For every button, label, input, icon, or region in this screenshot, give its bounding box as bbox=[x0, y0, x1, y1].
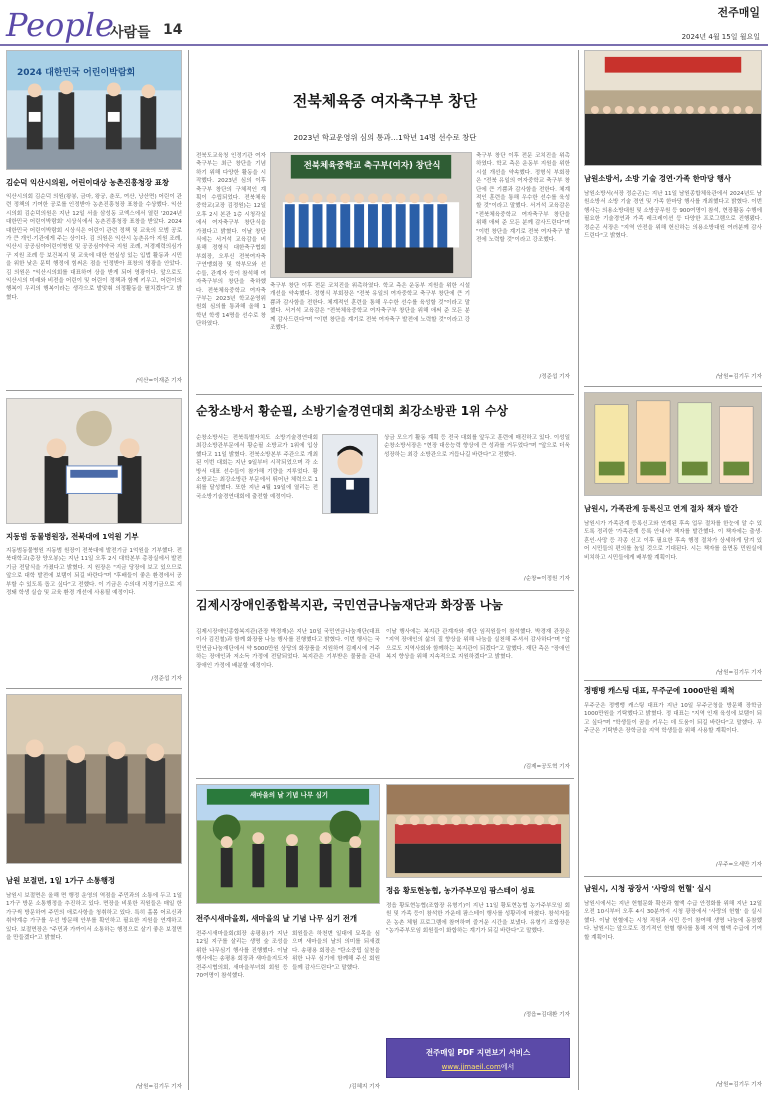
saemaeul-headline: 전주시새마을회, 새마을의 날 기념 나무 심기 전개 bbox=[196, 914, 358, 923]
namwon-fire-body: 남원소방서(서장 정순곤)는 지난 11일 남원종합체육관에서 2024년도 남원소방서 소방 기술 경연 및 가족 한마당 행사를 개최했다고 밝혔다. 이번 행사는 의용소방대원 및 소방공무원 등 900여명이 참석, 현장활동 수행에 필요한 기술경연과 가족 레크레이션 등 다양한 프로그램으로 진행됐다. 정순곤 서장은 "지역 안전을 위해 헌신하는 의용소방대원 여러분께 감사드린다"고 밝혔다. bbox=[584, 191, 762, 240]
saemaeul-body-left: 전주시새마을회(회장 송평용)가 지난 12일 지구를 살리는 생명 숲 조성을 위한 나무심기 행사를 진행했다. 이날 행사에는 송평용 회장과 새마을지도자 전주시협의회, 새마을부녀회 회원 등 70여명이 참석했다. bbox=[196, 931, 288, 980]
namwon-square-body: 남원시에서는 지난 헌혈문화 확산과 혈액 수급 안정화를 위해 지난 12일 오전 10시부터 오후 4시 30분까지 시청 광장에서 '사랑의 헌혈' 을 실시했다. 이날 헌혈에는 시청 직원과 시민 등이 참여해 생명 나눔에 동참했다. 남원시는 앞으로도 정기적인 헌혈 행사를 통해 지역 혈액 수급에 기여할 계획이다. bbox=[584, 901, 762, 941]
photo-banner-text: 전북체육중학교 축구부(여자) 창단식 bbox=[303, 161, 441, 171]
jeongeup-byline: /정읍=김대환 기자 bbox=[523, 1012, 570, 1018]
column-rule bbox=[584, 680, 762, 681]
pdf-service-box[interactable] bbox=[386, 1038, 570, 1078]
jeongeup-body: 정읍 황토현농협(조합장 유형기)이 지난 11일 황토현농협 농가주부모임 회원 및 가족 등이 참석한 가운데 팜스테이 행사를 성황리에 마쳤다. 참석자들은 농촌 체험 프로그램에 참여하며 즐거운 시간을 보냈다. 유형기 조합장은 "농가주부모임 회원들이 화합하는 계기가 되길 바란다"고 말했다. bbox=[386, 903, 570, 935]
tree-planting-photo bbox=[196, 784, 380, 904]
jeongbaek-body: 무주군은 정뱅뱅 캐스팅 대표가 지난 10일 무주군청을 방문해 장학금 1000만원을 기탁했다고 밝혔다. 정 대표는 "지역 인재 육성에 보탬이 되고 싶다"며 "학생들이 꿈을 키우는 데 도움이 되길 바란다"고 말했다. 무주군은 기탁받은 장학금을 지역 학생들을 위해 사용할 계획이다. bbox=[584, 703, 762, 735]
namwon-family-byline: /남원=김기두 기자 bbox=[715, 670, 762, 676]
welfare-byline: /김제=공도혁 기자 bbox=[523, 764, 570, 770]
kim-headline: 김순덕 익산시의원, 어린이대상 농촌진흥청장 표창 bbox=[6, 178, 170, 187]
kim-byline: /익산=이재준 기자 bbox=[135, 378, 182, 384]
hwang-headline: 순창소방서 황순필, 소방기술경연대회 최강소방관 1위 수상 bbox=[196, 404, 509, 418]
section-rule bbox=[196, 394, 574, 395]
bojeong-body: 남원시 보절면은 올해 면 행정 운영의 역점을 주민과의 소통에 두고 1일 1가구 방문 소통행정을 추진하고 있다. 면장을 비롯한 직원들은 매일 한 가구씩 방문하여 주민의 애로사항을 청취하고 있다. 특히 홀몸 어르신과 취약계층 가구를 우선 방문해 안부를 확인하고 필요한 지원을 연계하고 있다. 보절면장은 "주민과 가까이서 소통하는 행정으로 살기 좋은 보절면을 만들겠다"고 밝혔다. bbox=[6, 893, 182, 942]
jeongbaek-headline: 정뱅뱅 캐스팅 대표, 무주군에 1000만원 쾌척 bbox=[584, 686, 735, 695]
column-divider bbox=[578, 50, 579, 1090]
firefighter-portrait bbox=[322, 434, 378, 514]
namwon-square-headline: 남원시, 시청 광장서 '사랑의 헌혈' 실시 bbox=[584, 884, 712, 893]
photo-banner-text: 새마을의 날 기념 나무 심기 bbox=[249, 791, 329, 799]
section-title-ko: 사람들 bbox=[110, 25, 151, 41]
hwang-body-right: 상금 모으기 활동 계획 등 전국 대회를 앞두고 훈련에 매진하고 있다. 이성일 순창소방서장은 "현장 대응능력 향상에 큰 성과를 거두었다"며 "앞으로 더욱 성장하는 최강 소방관으로 거듭나길 바란다"고 전했다. bbox=[384, 435, 570, 458]
paper-name: 전주매일 bbox=[717, 6, 760, 19]
namwon-fire-byline: /남원=김기두 기자 bbox=[715, 374, 762, 380]
saemaeul-byline: /김혜지 기자 bbox=[349, 1084, 380, 1090]
masthead-rule bbox=[0, 44, 768, 46]
namwon-family-headline: 남원시, 가족관계 등록신고 연계 절차 책자 발간 bbox=[584, 504, 738, 513]
welfare-body-left: 김제시장애인종합복지관(관장 박경재)은 지난 10일 국민연금나눔재단(대표이사 김진철)과 함께 화장품 나눔 행사를 진행했다고 밝혔다. 이번 행사는 국민연금나눔재단에서 약 5000만원 상당의 화장품을 지원하여 김제시에 거주하는 장애인과 저소득 가정에 전달되었다. 복지관은 기부받은 물품을 관내 장애인 가정에 배분할 예정이다. bbox=[196, 629, 380, 669]
section-title-en: People bbox=[6, 6, 114, 44]
photo-banner-text: 2024 대한민국 어린이박람회 bbox=[17, 68, 136, 78]
jigyeong-headline: 지동범 동물병원장, 전북대에 1억원 기부 bbox=[6, 532, 139, 541]
section-rule bbox=[196, 590, 574, 591]
namwon-family-body: 남원시가 가족관계 등록신고와 연계된 후속 업무 절차를 한눈에 알 수 있도록 정리한 '가족관계 등록 안내서' 책자를 발간했다. 이 책자에는 출생·혼인·사망 등 각종 신고 이후 필요한 후속 행정 절차가 상세하게 담겨 있어 시민들의 편의를 높일 것으로 기대된다. 시는 책자를 읍면동 민원실에 비치하고 시민들에게 배부할 계획이다. bbox=[584, 521, 762, 561]
page-number: 14 bbox=[163, 22, 183, 38]
fire-event-photo bbox=[584, 50, 762, 166]
column-divider bbox=[188, 50, 189, 1090]
saemaeul-body-right: 회원들은 하천변 일대에 묘목을 심으며 새마을의 날의 의미를 되새겼다. 송평용 회장은 "탄소중립 실천을 위한 나무 심기에 함께해 주신 회원들께 감사드린다"고 말했다. bbox=[292, 931, 380, 971]
welfare-body-right: 이날 행사에는 복지관 관계자와 재단 임직원들이 참석했다. 박경재 관장은 "지역 장애인의 삶의 질 향상을 위해 나눔을 실천해 주셔서 감사하다"며 "앞으로도 지역사회와 함께하는 복지관이 되겠다"고 말했다. 재단 측은 "장애인 복지 향상을 위해 지속적으로 지원하겠다"고 밝혔다. bbox=[386, 629, 570, 661]
football-team-photo bbox=[270, 152, 472, 278]
award-ceremony-photo bbox=[6, 50, 182, 170]
column-rule bbox=[584, 876, 762, 877]
column-rule bbox=[6, 390, 182, 391]
hwang-byline: /순창=이정원 기자 bbox=[523, 576, 570, 582]
section-rule bbox=[196, 778, 574, 779]
lead-body-right: 축구부 창단 이후 전문 코치진을 위촉하였다. 학교 측은 운동부 지원을 위한 시설 개선을 약속했다. 정형식 부회장은 "전북 유일의 여자중학교 축구부 창단에 큰 기쁨과 감사함을 전한다. 체계적인 훈련을 통해 우수한 선수를 육성할 것"이라고 말했다. 서거석 교육감은 "전북체육중학교 여자축구부 창단을 위해 애써 준 모든 분께 감사드린다"며 "이번 창단을 계기로 전북 여자축구 발전에 노력할 것"이라고 강조했다. bbox=[270, 283, 470, 332]
column-rule bbox=[6, 688, 182, 689]
lead-subhead: 2023년 학교운영위 심의 통과…1학년 14명 선수로 창단 bbox=[293, 133, 477, 142]
welfare-headline: 김제시장애인종합복지관, 국민연금나눔재단과 화장품 나눔 bbox=[196, 598, 503, 612]
column-rule bbox=[584, 386, 762, 387]
jeongbaek-byline: /무주=오세만 기자 bbox=[715, 862, 762, 868]
bojeong-byline: /남원=김기두 기자 bbox=[135, 1084, 182, 1090]
lead-headline: 전북체육중 여자축구부 창단 bbox=[292, 92, 478, 110]
namwon-fire-headline: 남원소방서, 소방 기술 경연·가족 한마당 행사 bbox=[584, 174, 731, 183]
lead-body-far-right: 축구부 창단 이후 전문 코치진을 위촉하였다. 학교 측은 운동부 지원을 위한 시설 개선을 약속했다. 정형식 부회장은 "전북 유일의 여자중학교 축구부 창단에 큰 기쁨과 감사함을 전한다. 체계적인 훈련을 통해 우수한 선수를 육성할 것"이라고 말했다. 서거석 교육감은 "전북체육중학교 여자축구부 창단을 위해 애써 준 모든 분께 감사드린다"며 "이번 창단을 계기로 전북 여자축구 발전에 노력할 것"이라고 강조했다. bbox=[476, 153, 570, 244]
jigyeong-body: 지동범동물병원 지동범 원장이 전북대에 발전기금 1억원을 기부했다. 전북대학교(총장 양오봉)는 지난 11일 오후 2시 대학본부 총장실에서 발전기금 전달식을 가졌다고 밝혔다. 지 원장은 "지금 당장에 보고 있으므로 앞으로 대학 발전에 보탬이 되길 바란다"며 "후배들이 좋은 환경에서 공부할 수 있도록 돕고 싶다"고 전했다. 이 기금은 수의대 지정기금으로 지정돼 학생 실습 및 교육 환경 개선에 사용될 예정이다. bbox=[6, 548, 182, 597]
community-visit-photo bbox=[6, 694, 182, 864]
lead-byline: /정준섭 기자 bbox=[539, 374, 570, 380]
farmstay-group-photo bbox=[386, 784, 570, 878]
jeongeup-headline: 정읍 황토현농협, 농가주부모임 팜스테이 성료 bbox=[386, 886, 535, 895]
booklet-photo bbox=[584, 392, 762, 496]
kim-body: 익산시의회 김순덕 의원(왕봉, 금마, 왕궁, 춘포, 여산, 낭산면) 어린이 관련 정책의 기여한 공로를 인정받아 농촌진흥청장 표창을 수상했다. 익산시의회 김순덕의원은 지난 12일 서울 삼성동 코엑스에서 열린 '2024년 대한민국 어린이박람회' 시상식에서 농촌진흥청장 표창을 받았다. 2024 대한민국 어린이박람회 시상식은 어린이 관련 정책 및 교육의 모범 공로가 큰 개인·기관에게 주는 상이다. 김 의원은 익산시 농촌유아 지원 조례, 익산시 공공심야어린이병원 및 공공심야약국 지원 조례, 저경제력의심가구 지원 조례 등 보건복지 및 교육에 대한 현실성 있는 입법 활동과 시민을 위한 낮은 문턱 행정에 힘써온 점을 인정받아 표창의 영광을 안았다. 김 의원은 "익산시의회를 대표하여 상을 받게 되어 영광이다. 앞으로도 익산시의 미래와 비전을 어린이 및 어린이 정책과 함께 키우고, 어린이의 행복이 우리의 행복이라는 생각으로 발맞춰 의정활동을 펼치겠다"고 밝혔다. bbox=[6, 194, 182, 301]
pdf-service-title: 전주매일 PDF 지면보기 서비스 bbox=[425, 1048, 531, 1057]
namwon-square-byline: /남원=김기두 기자 bbox=[715, 1082, 762, 1088]
jigyeong-byline: /정준섭 기자 bbox=[151, 676, 182, 682]
pdf-service-suffix: 에서 bbox=[500, 1063, 515, 1071]
bojeong-headline: 남원 보절면, 1일 1가구 소통행정 bbox=[6, 876, 116, 885]
hwang-body-left: 순창소방서는 전북특별자치도 소방기술경연대회 최강소방관부문에서 황순필 소방교가 1위에 입상했다고 11일 밝혔다. 전북소방본부 주관으로 개최된 이번 대회는 지난 9일부터 시작되었으며 각 소방서 대표 선수들이 참가해 기량을 겨루었다. 황 소방교는 최강소방관 부문에서 뛰어난 체력으로 1위를 달성했다. 또한 지난 4월 19일에 열리는 전국소방기술경연대회에 출전할 예정이다. bbox=[196, 435, 318, 500]
lead-body-left: 전북도교육청 인정기관 여자축구부는 최근 창단을 기념하기 위해 다양한 활동을 시작했다. 2023년 심의 이후 축구부 창단의 구체적인 계획이 수립되었다. 전북체육중학교(교장 김정원)는 12일 오후 2시 본관 1층 시청각실에서 여자축구부 창단식을 가졌다고 밝혔다. 이날 창단식에는 서거석 교육감을 비롯해 정형식 대한축구협회 부회장, 오루신 전북여자축구연맹회장 및 학부모와 선수들, 관계자 등이 참석해 여자축구부의 창단을 축하했다. 전북체육중학교 여자축구부는 2023년 학교운영위원회 심의를 통과해 올해 1학년 학생 14명을 선수로 창단하였다. bbox=[196, 153, 266, 328]
donation-photo bbox=[6, 398, 182, 524]
date-line: 2024년 4월 15일 월요일 bbox=[681, 33, 760, 41]
pdf-service-url[interactable]: www.jjmaeil.com bbox=[441, 1063, 501, 1071]
